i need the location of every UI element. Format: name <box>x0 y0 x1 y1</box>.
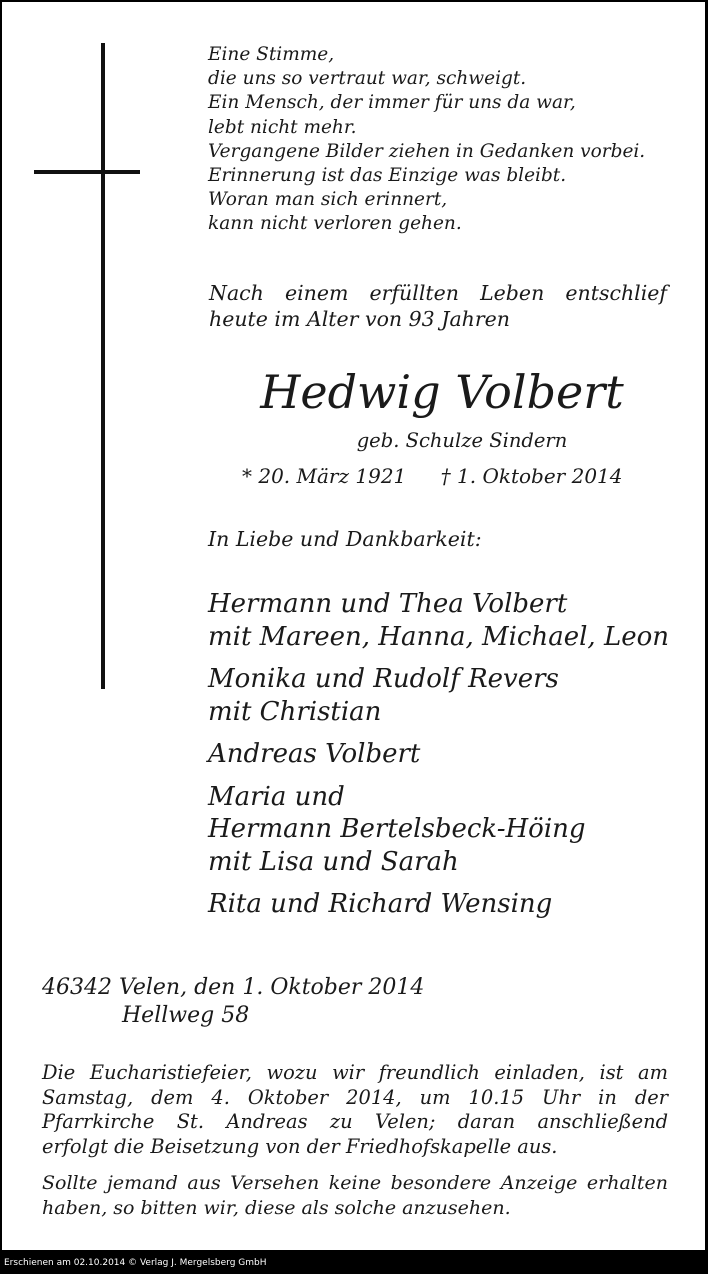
intro-text <box>209 280 667 332</box>
service-notice <box>42 1061 668 1159</box>
family-line: Rita und Richard Wensing <box>208 889 553 919</box>
disclaimer-line: Sollte jemand aus Versehen keine besondere Anzeige erhalten <box>42 1172 668 1194</box>
poem-line: Ein Mensch, der immer für uns da war, <box>208 92 576 114</box>
family-line: mit Christian <box>208 696 382 727</box>
birth-date: * 20. März 1921 <box>242 464 407 488</box>
family-line: Andreas Volbert <box>208 739 421 769</box>
family-line: Maria und <box>208 781 345 812</box>
poem-line: Vergangene Bilder ziehen in Gedanken vorbei. <box>208 140 646 162</box>
poem-line: Eine Stimme, <box>208 44 335 65</box>
family-line: mit Mareen, Hanna, Michael, Leon <box>208 621 670 652</box>
cross-horizontal-bar <box>34 170 140 174</box>
love-gratitude-line: In Liebe und Dankbarkeit: <box>208 527 482 551</box>
disclaimer-line: haben, so bitten wir, diese als solche anzusehen. <box>42 1196 511 1219</box>
family-line: Hermann Bertelsbeck-Höing <box>208 814 586 844</box>
family-group <box>208 588 669 653</box>
poem-line: die uns so vertraut war, schweigt. <box>208 68 527 90</box>
family-group <box>208 663 669 728</box>
poem-line: Erinnerung ist das Einzige was bleibt. <box>208 165 567 187</box>
service-line: erfolgt die Beisetzung von der Friedhofskapelle aus. <box>42 1134 558 1158</box>
notice-disclaimer <box>42 1171 668 1220</box>
poem-line: Woran man sich erinnert, <box>208 189 448 211</box>
obituary-page <box>2 2 705 1250</box>
service-line: Pfarrkirche St. Andreas zu Velen; daran anschließend <box>42 1110 668 1133</box>
death-date: † 1. Oktober 2014 <box>440 464 623 488</box>
family-group <box>208 781 669 879</box>
family-line: Monika und Rudolf Revers <box>208 664 559 694</box>
maiden-name: geb. Schulze Sindern <box>356 429 568 452</box>
cross-vertical-bar <box>101 43 105 689</box>
intro-line: heute im Alter von 93 Jahren <box>209 307 511 331</box>
poem-line: lebt nicht mehr. <box>208 116 357 138</box>
deceased-name: Hedwig Volbert <box>260 365 624 419</box>
memorial-poem <box>208 43 688 237</box>
life-dates <box>242 462 623 490</box>
service-line: Samstag, dem 4. Oktober 2014, um 10.15 Uhr in der <box>42 1085 668 1109</box>
family-group <box>208 888 669 921</box>
poem-line: kann nicht verloren gehen. <box>208 213 462 235</box>
service-line: Die Eucharistiefeier, wozu wir freundlich einladen, ist am <box>42 1061 668 1084</box>
place-address <box>42 974 424 1030</box>
family-line: Hermann und Thea Volbert <box>208 589 568 619</box>
street-line: Hellweg 58 <box>122 1003 250 1028</box>
place-date-line: 46342 Velen, den 1. Oktober 2014 <box>42 975 425 1000</box>
family-group <box>208 738 669 771</box>
intro-line: Nach einem erfüllten Leben entschlief <box>209 281 667 305</box>
publication-footer: Erschienen am 02.10.2014 © Verlag J. Mergelsberg GmbH <box>4 1258 267 1268</box>
family-list <box>208 588 669 931</box>
family-line: mit Lisa und Sarah <box>208 846 459 877</box>
